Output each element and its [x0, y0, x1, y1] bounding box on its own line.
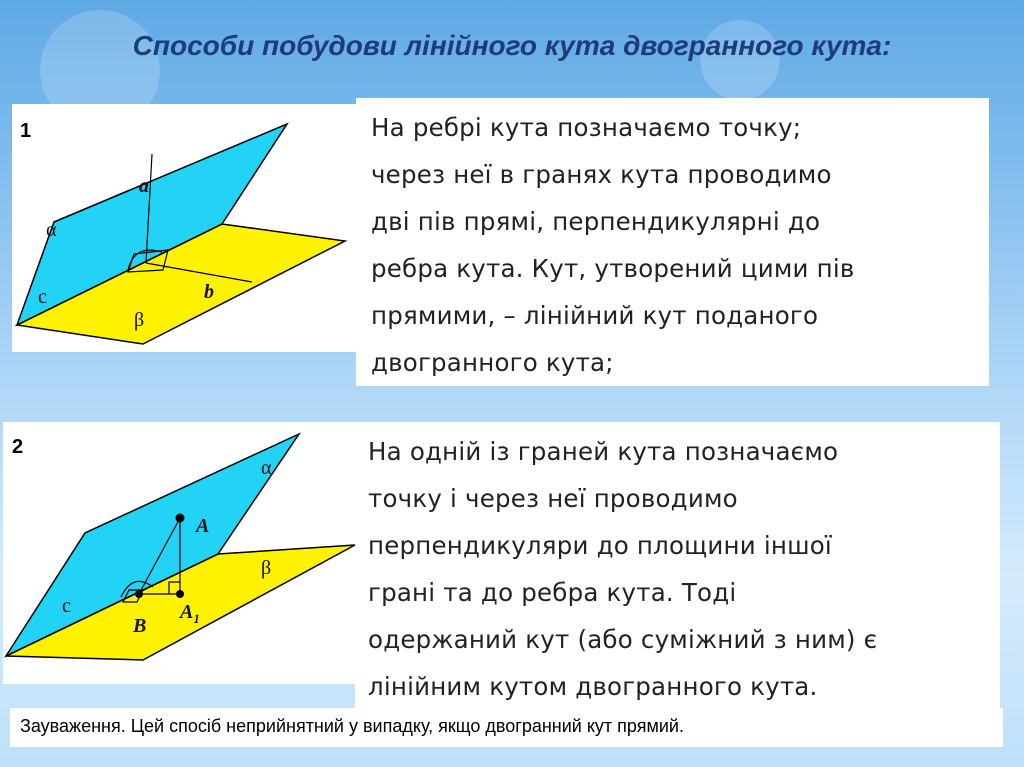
- text-line: На одній із граней кута позначаємо: [368, 437, 839, 466]
- point-A1: [176, 590, 184, 598]
- text-line: лінійним кутом двогранного кута.: [368, 672, 818, 701]
- note-text: Зауваження. Цей спосіб неприйнятний у випадку, якщо двогранний кут прямий.: [20, 716, 684, 736]
- text-line: прямими, – лінійний кут поданого: [371, 301, 819, 330]
- text-line: грані та до ребра кута. Тоді: [368, 578, 737, 607]
- label-alpha: α: [46, 219, 57, 241]
- figure-1-diagram: [12, 104, 357, 352]
- point-B: [135, 590, 143, 598]
- label-B: B: [133, 615, 147, 637]
- method-1-description: [371, 104, 981, 386]
- label-beta: β: [261, 557, 272, 579]
- label-c: c: [62, 595, 71, 617]
- text-line: На ребрі кута позначаємо точку;: [371, 113, 802, 142]
- label-c: c: [38, 286, 47, 308]
- text-line: двогранного кута;: [371, 348, 614, 377]
- method-2-description: [368, 428, 998, 710]
- label-alpha: α: [261, 457, 272, 479]
- label-b: b: [204, 281, 214, 303]
- label-a: a: [139, 175, 149, 197]
- text-line: дві пів прямі, перпендикулярні до: [371, 207, 821, 236]
- text-line: одержаний кут (або суміжний з ним) є: [368, 625, 878, 654]
- figure-2-diagram: [3, 422, 358, 684]
- label-A: A: [196, 515, 210, 537]
- figure-2-number: 2: [12, 436, 24, 458]
- slide-title: Способи побудови лінійного кута двогранного кута:: [132, 30, 892, 61]
- text-line: через неї в гранях кута проводимо: [371, 160, 832, 189]
- text-line: точку і через неї проводимо: [368, 484, 738, 513]
- text-line: ребра кута. Кут, утворений цими пів: [371, 254, 855, 283]
- label-beta: β: [134, 309, 145, 331]
- text-line: перпендикуляри до площини іншої: [368, 531, 832, 560]
- figure-1-number: 1: [20, 120, 32, 142]
- point-A: [176, 514, 185, 523]
- label-A1-subscript: 1: [193, 611, 200, 626]
- label-A1: $A_1$: [180, 601, 200, 626]
